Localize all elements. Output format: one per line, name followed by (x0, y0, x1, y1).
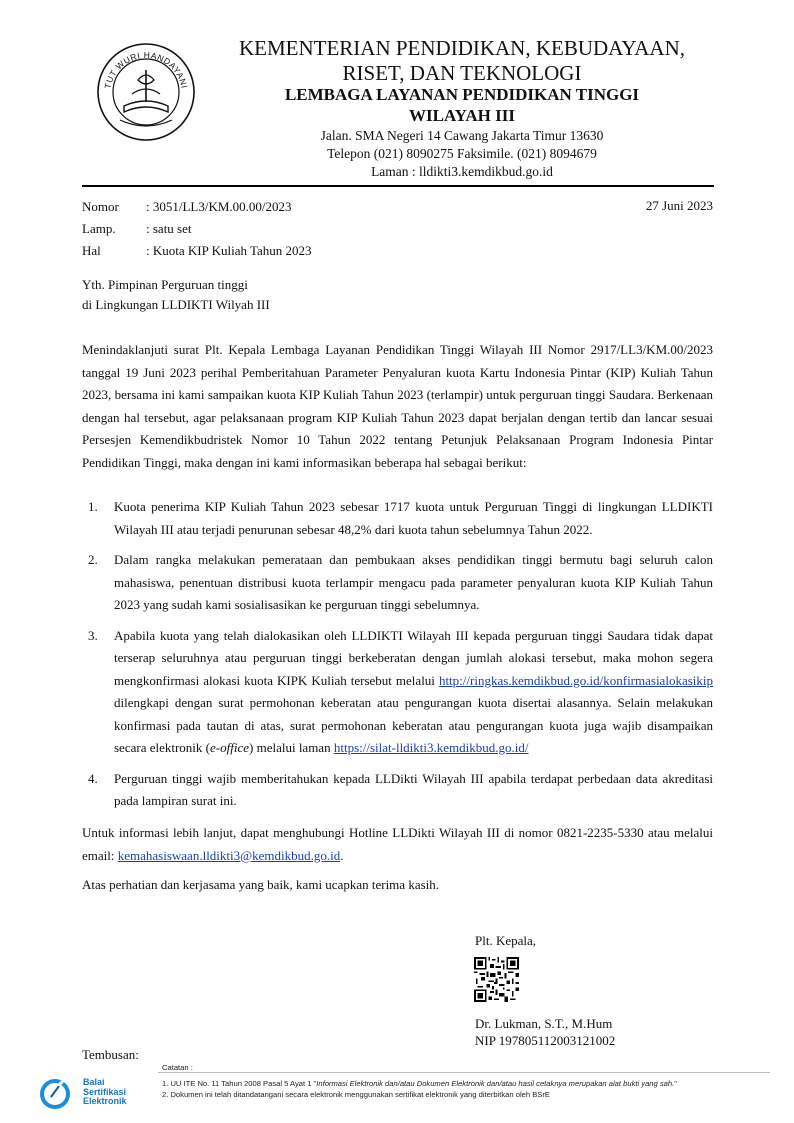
points-list (82, 496, 713, 821)
letter-meta: Nomor : 3051/LL3/KM.00.00/2023 Lamp. : satu set Hal : Kuota KIP Kuliah Tahun 2023 (82, 199, 312, 258)
recipient: Yth. Pimpinan Perguruan tinggi di Lingkungan LLDIKTI Wilyah III (82, 277, 270, 312)
letter-date: 27 Juni 2023 (645, 198, 713, 213)
subject: : Kuota KIP Kuliah Tahun 2023 (146, 243, 312, 258)
letter-number: : 3051/LL3/KM.00.00/2023 (146, 199, 292, 214)
list-item: 4. Perguruan tinggi wajib memberitahukan kepada LLDikti Wilayah III apabila terdapat perbedaan data akreditasi pada lampiran surat ini. (88, 770, 713, 808)
logo-motto: TUT WURI HANDAYANI (102, 49, 190, 90)
info-paragraph: Untuk informasi lebih lanjut, dapat menghubungi Hotline LLDikti Wilayah III di nomor 0821-2235-5330 atau melalui email: kemahasiswaan.lldikti3@kemdikbud.go.id. (82, 825, 713, 863)
attachment: : satu set (146, 221, 192, 236)
address: Jalan. SMA Negeri 14 Cawang Jakarta Timur 13630 (320, 128, 604, 143)
agency-name: LEMBAGA LAYANAN PENDIDIKAN TINGGI WILAYAH III (284, 85, 640, 125)
bsre-logo: Balai Sertifikasi Elektronik (36, 1076, 158, 1110)
ministry-name: KEMENTERIAN PENDIDIKAN, KEBUDAYAAN, RISET, DAN TEKNOLOGI (238, 36, 686, 85)
intro-paragraph: Menindaklanjuti surat Plt. Kepala Lembaga Layanan Pendidikan Tinggi Wilayah III Nomor 2917/LL3/KM.00/2023 tanggal 19 Juni 2023 perihal Pemberitahuan Parameter Penyaluran kuota Kartu Indonesia Pintar (KIP) Kuliah Tahun 2023, bersama ini kami sampaikan kuota KIP Kuliah Tahun 2023 (terlampir) untuk perguruan tinggi Saudara. Berkenaan dengan hal tersebut, agar pelaksanaan program KIP Kuliah Tahun 2023 dapat berjalan dengan tertib dan lancar sesuai Persesjen Kemendikbudristek Nomor 10 Tahun 2022 tentang Petunjuk Pelaksanaan Program Indonesia Pintar Pendidikan Tinggi, maka dengan ini kami informasikan beberapa hal sebagai berikut: (82, 342, 713, 470)
website: Laman : lldikti3.kemdikbud.go.id (371, 164, 553, 179)
list-item: 1. Kuota penerima KIP Kuliah Tahun 2023 sebesar 1717 kuota untuk Perguruan Tinggi di lingkungan LLDIKTI Wilayah III atau terjadi penurunan sebesar 48,2% dari kuota tahun sebelumnya Tahun 2022. (88, 499, 713, 537)
silat-link[interactable]: https://silat-lldikti3.kemdikbud.go.id/ (333, 740, 529, 755)
email-link[interactable]: kemahasiswaan.lldikti3@kemdikbud.go.id (117, 847, 341, 863)
list-item: 2. Dalam rangka melakukan pemerataan dan pembukaan akses pendidikan tinggi bermutu bagi seluruh calon mahasiswa, penentuan distribusi kuota terlampir mengacu pada parameter penyaluran kuota KIP Kuliah Tahun 2023 yang sudah kami sosialisasikan ke perguruan tinggi sebelumnya. (88, 552, 713, 612)
signatory-title: Plt. Kepala, (475, 933, 537, 948)
header-divider (82, 185, 714, 187)
signatory-nip: NIP 197805112003121002 (475, 1033, 616, 1048)
ministry-logo (94, 40, 198, 144)
phone: Telepon (021) 8090275 Faksimile. (021) 8094679 (327, 146, 597, 161)
bsre-emblem-icon (36, 1076, 76, 1110)
signature-qr-code (474, 957, 519, 1002)
signatory-name: Dr. Lukman, S.T., M.Hum (475, 1016, 613, 1031)
cc-label: Tembusan: (82, 1047, 139, 1062)
closing-paragraph: Atas perhatian dan kerjasama yang baik, kami ucapkan terima kasih. (82, 877, 440, 892)
list-item: 3. Apabila kuota yang telah dialokasikan oleh LLDIKTI Wilayah III kepada perguruan tinggi Saudara tidak dapat terserap seluruhnya atau perguruan tinggi berkeberatan dengan jumlah alokasi tersebut, maka mohon segera mengkonfirmasi alokasi kuota KIPK Kuliah tersebut melalui http://ringkas.kemdikbud.go.id/konfirmasialokasikip dilengkapi dengan surat permohonan keberatan atau pengurangan kuota disertai alasannya. Selain melakukan konfirmasi pada tautan di atas, surat permohonan keberatan atau pengurangan kuota juga wajib disampaikan secara elektronik (e-office) melalui laman https://silat-lldikti3.kemdikbud.go.id/ (88, 627, 713, 755)
contact-block (212, 127, 712, 181)
confirmation-link[interactable]: http://ringkas.kemdikbud.go.id/konfirmasialokasikip (438, 672, 713, 688)
footer-notes: Catatan : 1. UU ITE No. 11 Tahun 2008 Pasal 5 Ayat 1 "Informasi Elektronik dan/atau Dokumen Elektronik dan/atau hasil cetaknya merupakan alat bukti yang sah." 2. Dokumen ini telah ditandatangani secara elektronik menggunakan sertifikat elektronik yang diterbitkan oleh BSrE (162, 1063, 677, 1099)
